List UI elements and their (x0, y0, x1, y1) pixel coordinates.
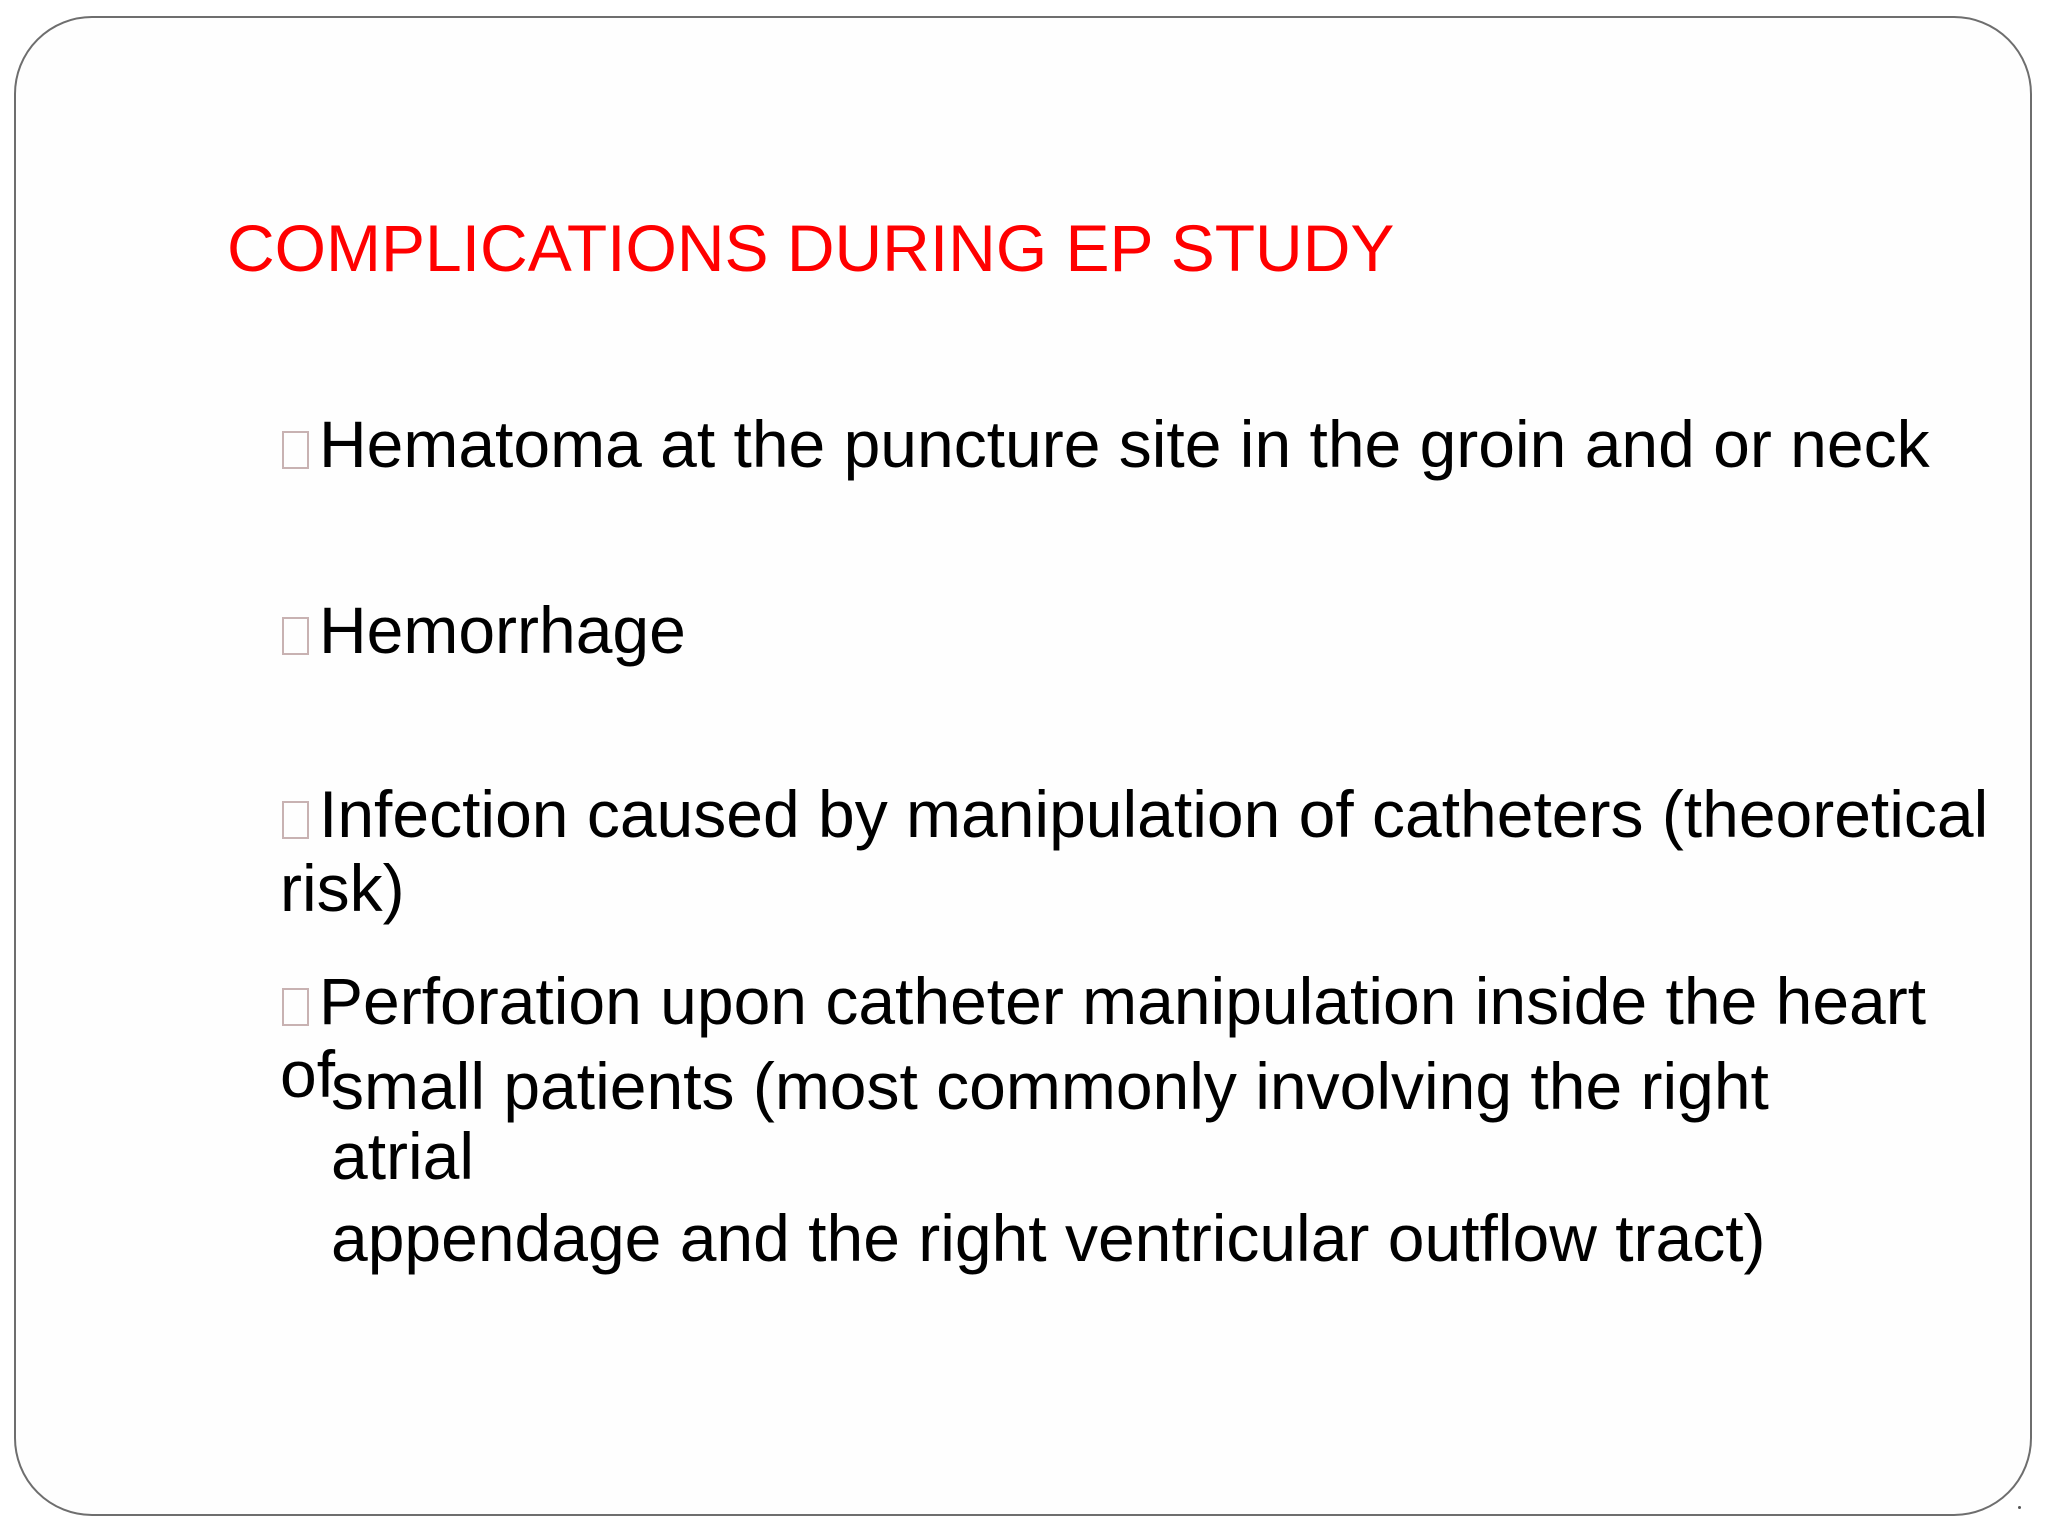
bullet-text: Hematoma at the puncture site in the groin and or neck (319, 407, 1930, 481)
bullet-text-continuation: risk) (280, 851, 405, 925)
bullet-item (282, 594, 686, 666)
bullet-text-continuation: of (280, 1037, 336, 1111)
bullet-text: Hemorrhage (319, 593, 686, 667)
bullet-text-continuation: atrial (331, 1119, 475, 1193)
bullet-text-continuation: appendage and the right ventricular outflow tract) (331, 1201, 1766, 1275)
square-bullet-icon (282, 617, 309, 655)
bullet-item (282, 778, 1988, 850)
bullet-text: Infection caused by manipulation of catheters (theoretical (319, 777, 1989, 851)
slide-title: COMPLICATIONS DURING EP STUDY (227, 211, 1395, 285)
square-bullet-icon (282, 988, 309, 1026)
bullet-text-continuation: small patients (most commonly involving the right (331, 1049, 1769, 1123)
square-bullet-icon (282, 431, 309, 469)
bullet-item (282, 408, 1930, 480)
corner-dot (2018, 1506, 2021, 1509)
bullet-text: Perforation upon catheter manipulation inside the heart (319, 964, 1927, 1038)
square-bullet-icon (282, 801, 309, 839)
bullet-item (282, 965, 1926, 1037)
